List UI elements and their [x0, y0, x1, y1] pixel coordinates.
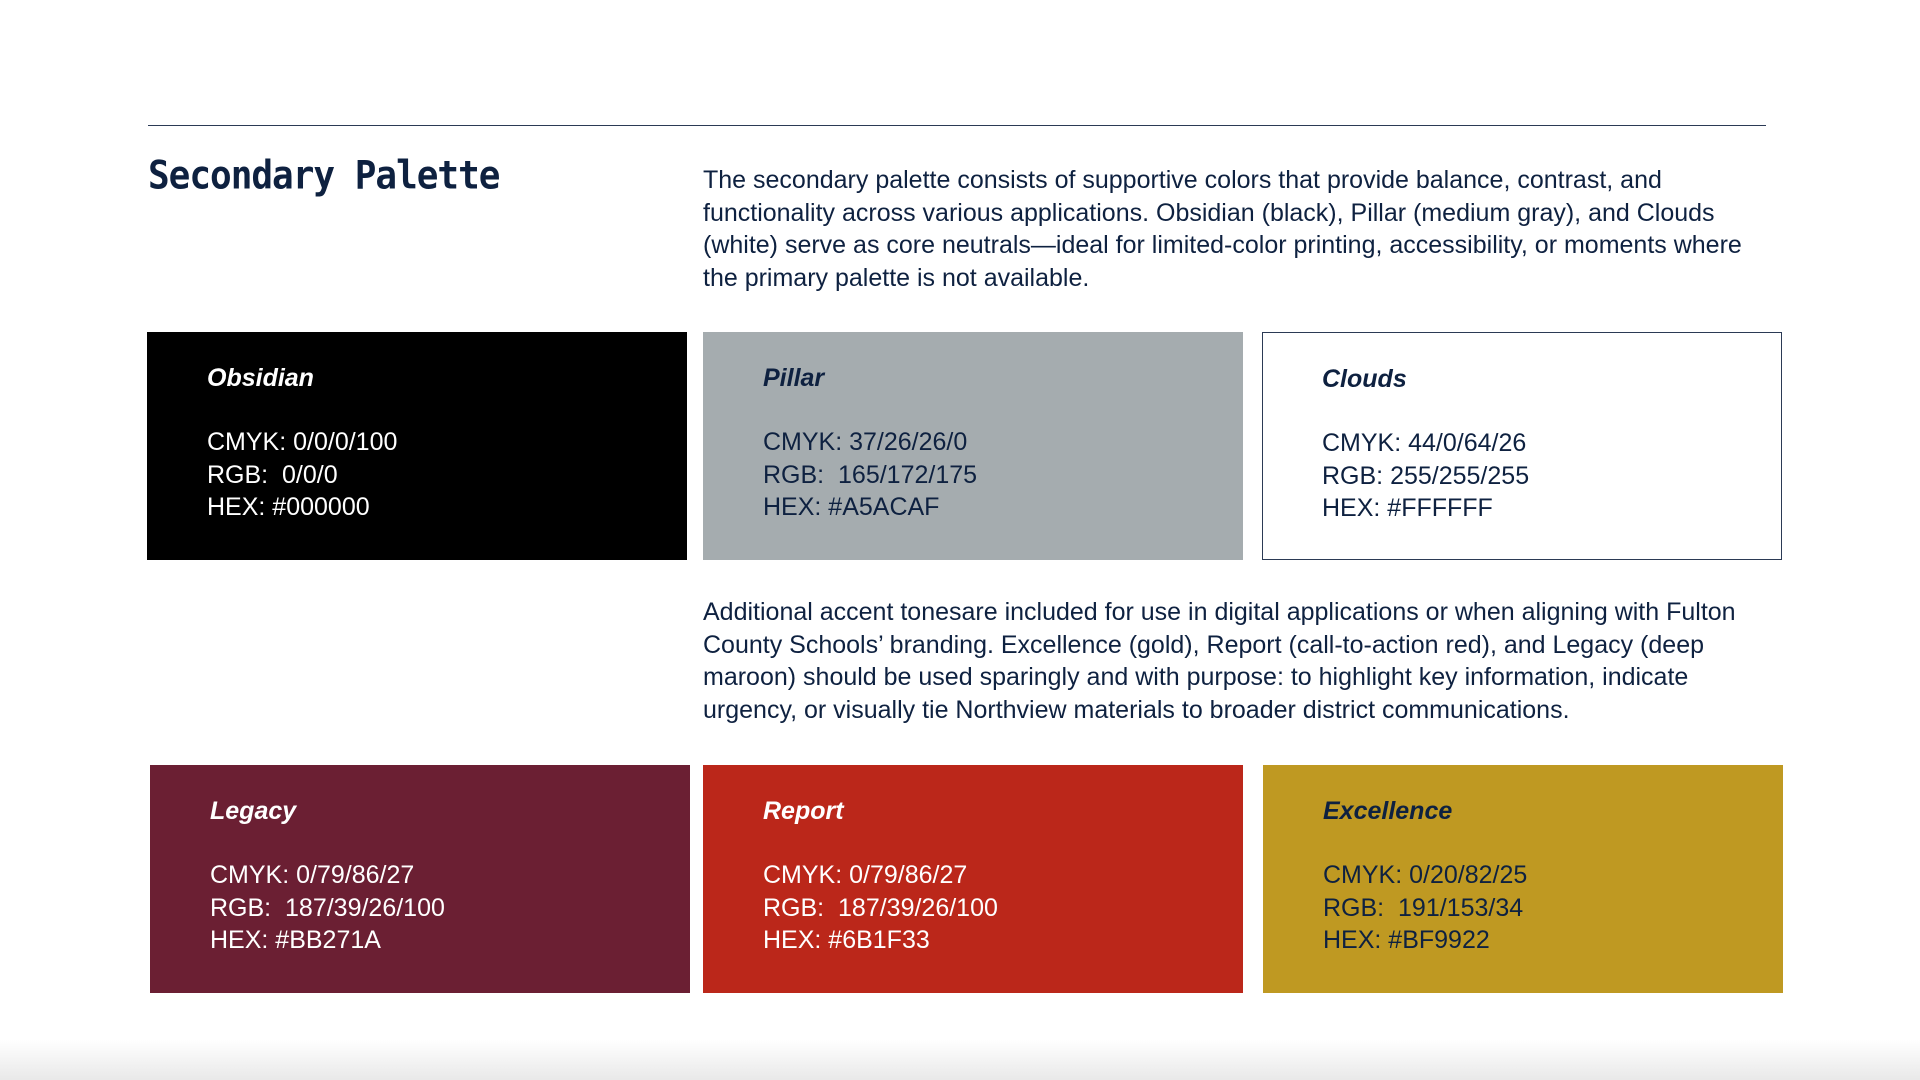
swatch-clouds — [1262, 332, 1782, 560]
swatch-cmyk: CMYK: 37/26/26/0 — [763, 428, 968, 456]
swatch-cmyk: CMYK: 0/0/0/100 — [207, 428, 398, 456]
swatch-hex: HEX: #6B1F33 — [763, 926, 930, 954]
swatch-specs — [1323, 859, 1527, 957]
swatch-name: Obsidian — [207, 364, 314, 392]
swatch-cmyk: CMYK: 0/20/82/25 — [1323, 861, 1528, 889]
swatch-rgb: RGB: 255/255/255 — [1322, 461, 1530, 490]
secondary-palette-description: The secondary palette consists of supportive colors that provide balance, contrast, and functionality across various applications. Obsidian (black), Pillar (medium gray), and Clouds (white) serve as core neutrals—ideal for limited-color printing, accessibility, or moments where the primary palette is not available. — [703, 166, 1742, 292]
swatch-legacy — [150, 765, 690, 993]
swatch-cmyk: CMYK: 44/0/64/26 — [1322, 429, 1527, 457]
accent-tones-description: Additional accent tonesare included for use in digital applications or when aligning with Fulton County Schools’ branding. Excellence (gold), Report (call-to-action red), and Legacy (deep maroon) should be used sparingly and with purpose: to highlight key information, indicate urgency, or visually tie Northview materials to broader district communications. — [703, 598, 1736, 724]
swatch-specs — [763, 426, 977, 524]
swatch-pillar — [703, 332, 1243, 560]
page-bottom-shadow — [0, 1040, 1920, 1080]
swatch-name: Report — [763, 797, 844, 825]
swatch-cmyk: CMYK: 0/79/86/27 — [763, 861, 968, 889]
swatch-specs — [207, 426, 397, 524]
swatch-name: Clouds — [1322, 365, 1407, 393]
swatch-rgb: RGB: 187/39/26/100 — [763, 893, 998, 922]
swatch-name: Pillar — [763, 364, 825, 392]
swatch-excellence — [1263, 765, 1783, 993]
swatch-hex: HEX: #000000 — [207, 493, 370, 521]
swatch-hex: HEX: #FFFFFF — [1322, 494, 1493, 522]
swatch-rgb: RGB: 165/172/175 — [763, 460, 978, 489]
swatch-hex: HEX: #BF9922 — [1323, 926, 1490, 954]
swatch-specs — [763, 859, 998, 957]
swatch-name: Legacy — [210, 797, 297, 825]
swatch-cmyk: CMYK: 0/79/86/27 — [210, 861, 415, 889]
swatch-obsidian — [147, 332, 687, 560]
swatch-report — [703, 765, 1243, 993]
swatch-hex: HEX: #BB271A — [210, 926, 381, 954]
swatch-rgb: RGB: 187/39/26/100 — [210, 893, 445, 922]
swatch-specs — [210, 859, 445, 957]
section-divider — [148, 125, 1766, 126]
swatch-hex: HEX: #A5ACAF — [763, 493, 940, 521]
swatch-name: Excellence — [1323, 797, 1453, 825]
swatch-specs — [1322, 427, 1529, 525]
swatch-rgb: RGB: 0/0/0 — [207, 460, 338, 489]
section-title: Secondary Palette — [148, 154, 500, 199]
swatch-rgb: RGB: 191/153/34 — [1323, 893, 1524, 922]
